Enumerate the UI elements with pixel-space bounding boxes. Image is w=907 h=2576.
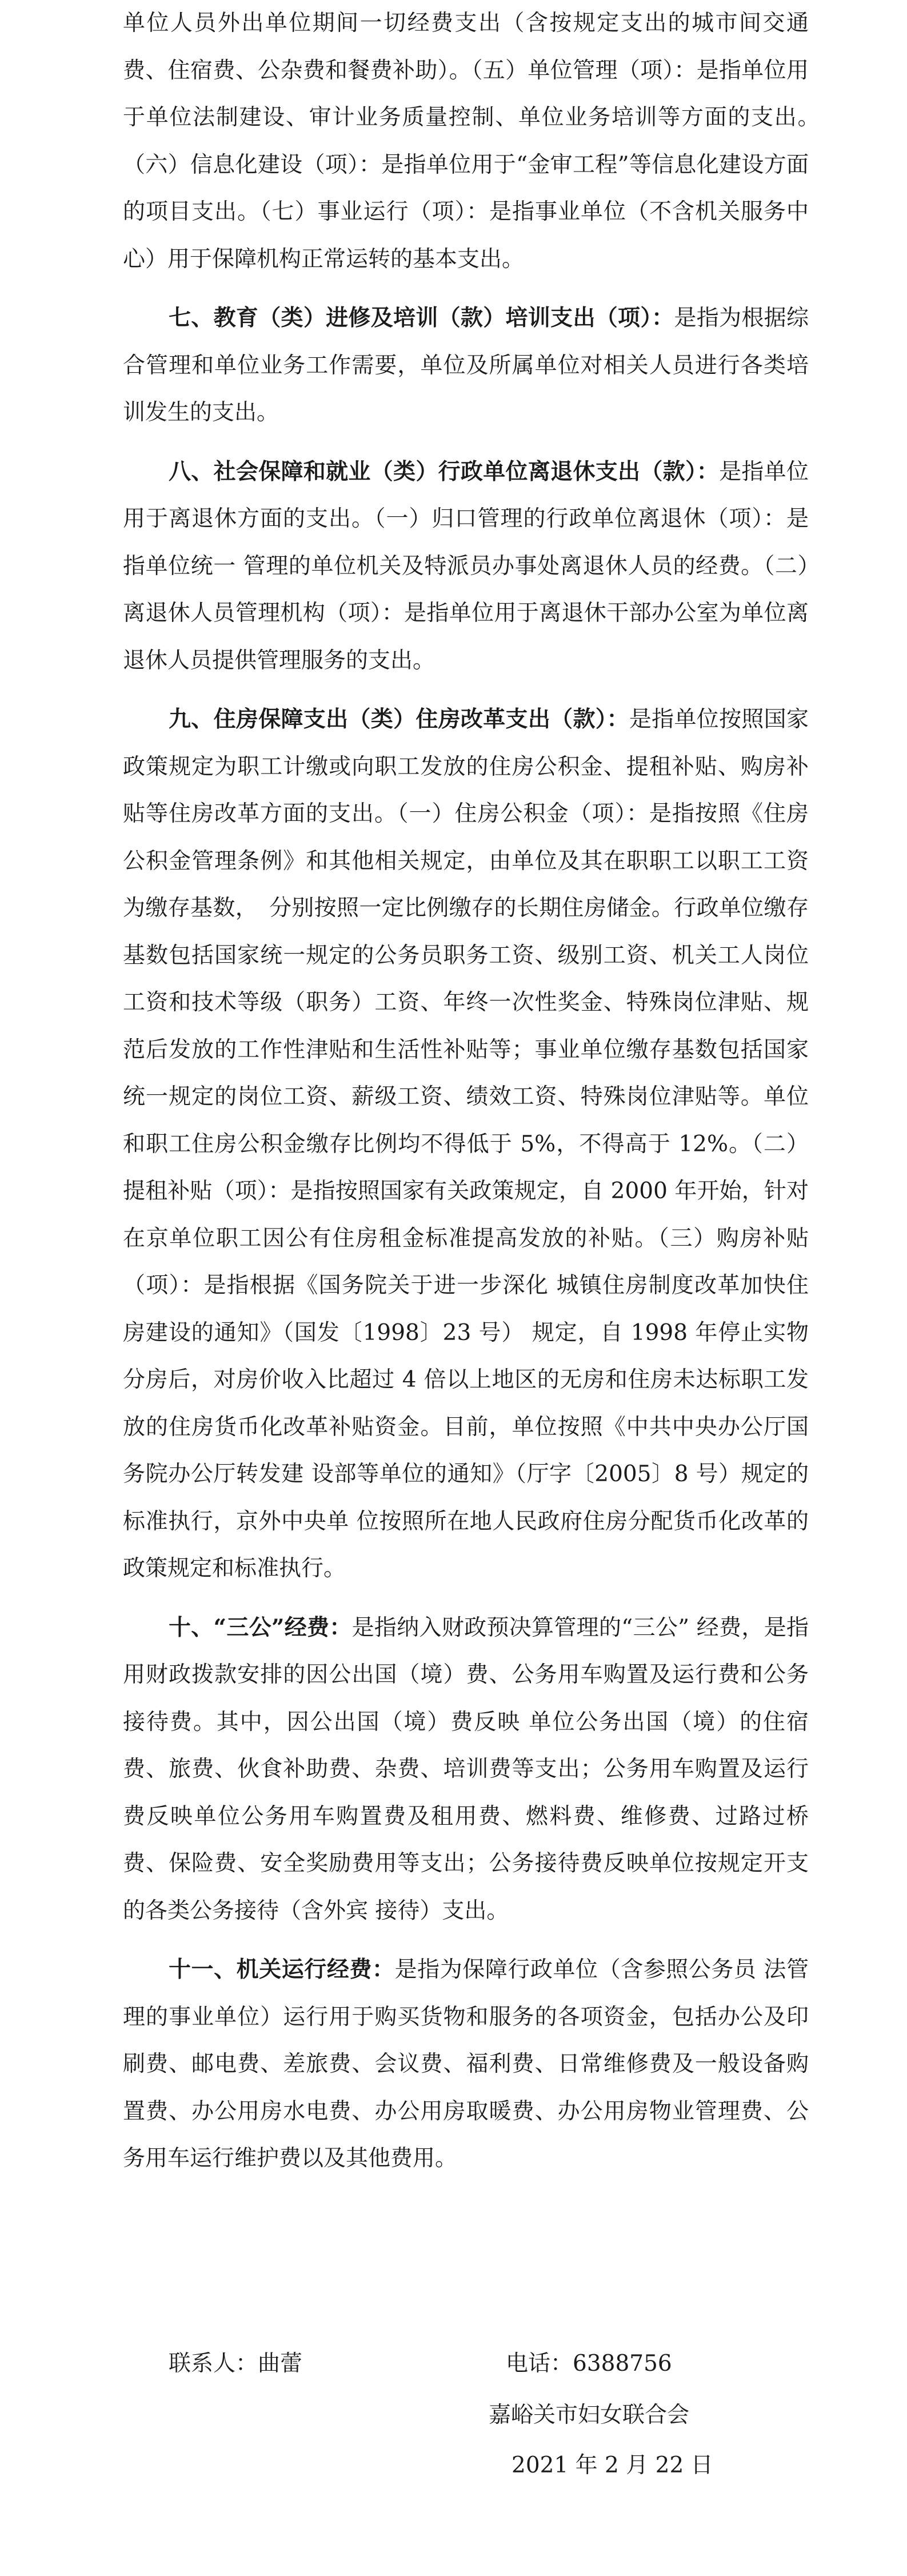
section-heading: 七、教育（类）进修及培训（款）培训支出（项）： xyxy=(169,305,674,331)
paragraph-text: 单位人员外出单位期间一切经费支出（含按规定支出的城市间交通费、住宿费、公杂费和餐费补助）。（五）单位管理（项）：是指单位用于单位法制建设、审计业务质量控制、单位业务培训等方面的支出。 （六）信息化建设（项）：是指单位用于“金审工程”等信息化建设方面的项目支出。（七）事业运行（项）：是指事业单位（不含机关服务中心）用于保障机构正常运转的基本支出。 xyxy=(123,10,832,272)
organization-name xyxy=(489,2398,689,2433)
contact-phone xyxy=(506,2347,672,2381)
paragraph-eight xyxy=(123,448,809,685)
organization: 嘉峪关市妇女联合会 xyxy=(489,2402,690,2428)
contact-name: 曲蕾 xyxy=(258,2351,303,2376)
section-heading: 九、住房保障支出（类）住房改革支出（款）： xyxy=(169,706,629,732)
paragraph-text: 是指为根据综合管理和单位业务工作需要，单位及所属单位对相关人员进行各类培训发生的支出。 xyxy=(123,305,809,425)
contact-person xyxy=(169,2347,302,2381)
section-heading: 十、“三公”经费： xyxy=(169,1614,352,1641)
issue-date xyxy=(512,2449,713,2483)
section-heading: 八、社会保障和就业（类）行政单位离退休支出（款）： xyxy=(169,458,720,485)
paragraph-text: 是指单位用于离退休方面的支出。（一）归口管理的行政单位离退休（项）：是指单位统一 管理的单位机关及特派员办事处离退休人员的经费。（二）离退休人员管理机构（项）：是指单位用于离退休干部办公室为单位离退休人员提供管理服务的支出。 xyxy=(123,458,809,673)
section-heading: 十一、机关运行经费： xyxy=(169,1956,395,1983)
document-body xyxy=(123,0,832,2183)
paragraph-ten xyxy=(123,1604,809,1935)
paragraph-eleven xyxy=(123,1946,809,2183)
contact-label: 联系人： xyxy=(169,2351,258,2376)
phone-number: 6388756 xyxy=(573,2351,672,2376)
paragraph-text: 是指单位按照国家政策规定为职工计缴或向职工发放的住房公积金、提租补贴、购房补贴等住房改革方面的支出。（一）住房公积金（项）：是指按照《住房公积金管理条例》和其他相关规定，由单位及其在职职工以职工工资为缴存基数， 分别按照一定比例缴存的长期住房储金。行政单位缴存基数包括国家统一规定的公务员职务工资、级别工资、机关工人岗位工资和技术等级（职务）工资、年终一次性奖金、特殊岗位津贴、规范后发放的工作性津贴和生活性补贴等；事业单位缴存基数包括国家统一规定的岗位工资、薪级工资、绩效工资、特殊岗位津贴等。单位和职工住房公积金缴存比例均不得低于 5%，不得高于 12%。（二）提租补贴（项）：是指按照国家有关政策规定，自 2000 年开始，针对在京单位职工因公有住房租金标准提高发放的补贴。（三）购房补贴（项）：是指根据《国务院关于进一步深化 城镇住房制度改革加快住房建设的通知》（国发〔1998〕23 号） 规定，自 1998 年停止实物分房后，对房价收入比超过 4 倍以上地区的无房和住房未达标职工发放的住房货币化改革补贴资金。目前，单位按照《中共中央办公厅国务院办公厅转发建 设部等单位的通知》（厅字〔2005〕8 号）规定的标准执行，京外中央单 位按照所在地人民政府住房分配货币化改革的政策规定和标准执行。 xyxy=(123,707,809,1581)
phone-label: 电话： xyxy=(506,2351,573,2376)
date: 2021 年 2 月 22 日 xyxy=(512,2453,713,2478)
paragraph-six-continued xyxy=(123,0,832,283)
paragraph-nine xyxy=(123,696,809,1593)
paragraph-text: 是指为保障行政单位（含参照公务员 法管理的事业单位）运行用于购买货物和服务的各项资金，包括办公及印刷费、邮电费、差旅费、会议费、福利费、日常维修费及一般设备购置费、办公用房水电费、办公用房取暖费、办公用房物业管理费、公务用车运行维护费以及其他费用。 xyxy=(123,1957,809,2171)
paragraph-seven xyxy=(123,294,809,437)
paragraph-text: 是指纳入财政预决算管理的“三公” 经费，是指用财政拨款安排的因公出国（境）费、公务用车购置及运行费和公务接待费。其中，因公出国（境）费反映 单位公务出国（境）的住宿费、旅费、伙食补助费、杂费、培训费等支出；公务用车购置及运行费反映单位公务用车购置费及租用费、燃料费、维修费、过路过桥费、保险费、安全奖励费用等支出；公务接待费反映单位按规定开支的各类公务接待（含外宾 接待）支出。 xyxy=(123,1614,809,1924)
